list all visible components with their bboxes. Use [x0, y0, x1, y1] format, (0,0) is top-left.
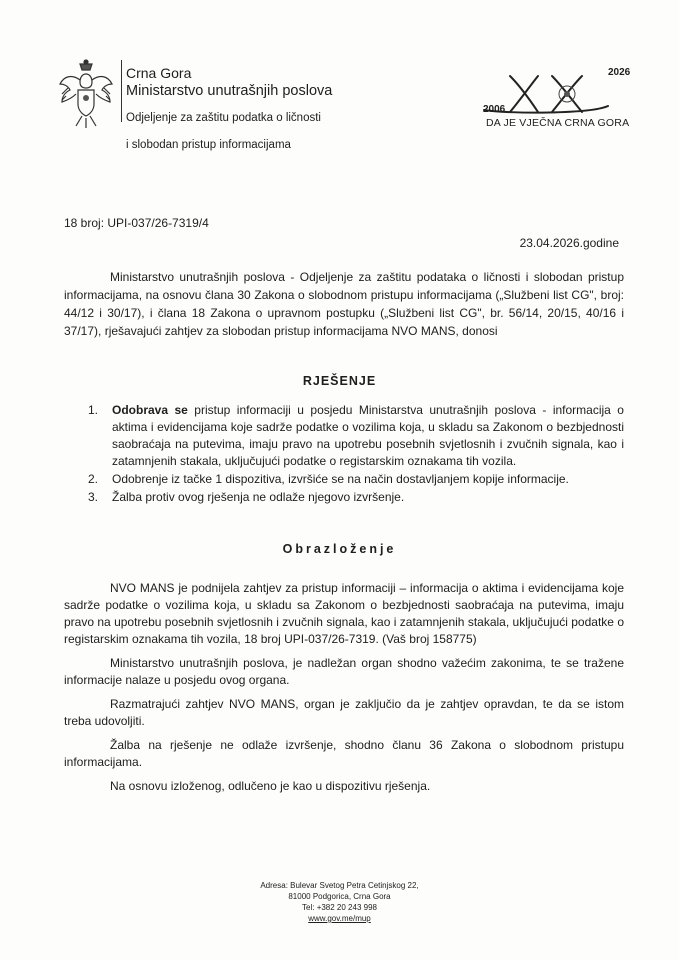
reasoning-title: Obrazloženje — [282, 542, 397, 556]
footer — [0, 880, 679, 924]
reference-number: 18 broj: UPI-037/26-7319/4 — [64, 216, 209, 230]
reasoning-paragraph: NVO MANS je podnijela zahtjev za pristup informaciji – informacija o aktima i evidencijama koje sadrže podatke o vozilima koja, u skladu sa Zakonom o bezbjednosti saobraćaja na putevima, imaju pravo na upotrebu posebnih svjetlosnih i zvučnih signala, kao i zatamnjenih stakala, uključujući podatke o registarskim oznakama tih vozila, 18 broj UPI-037/26-7319. (Vaš broj 158775) — [64, 581, 624, 646]
country-name: Crna Gora — [126, 65, 192, 81]
dispositive-body: Žalba protiv ovog rješenja ne odlaže njegovo izvršenje. — [112, 490, 405, 504]
header-divider — [121, 60, 122, 122]
reasoning-paragraph: Na osnovu izloženog, odlučeno je kao u dispozitivu rješenja. — [110, 779, 431, 793]
dispositive-body: pristup informaciji u posjedu Ministarstva unutrašnjih poslova - informacija o aktima i evidencijama koje sadrže podatke o vozilima koja, u skladu sa Zakonom o bezbjednosti saobraćaja na putevima, imaju pravo na upotrebu posebnih svjetlosnih i zvučnih signala, kao i zatamnjenih stakala, uključujući podatke o registarskim oznakama tih vozila. — [112, 403, 624, 468]
dispositive-number: 2. — [87, 472, 98, 486]
reasoning-paragraph: Razmatrajući zahtjev NVO MANS, organ je zaključio da je zahtjev opravdan, te da se istom treba udovoljiti. — [64, 697, 624, 728]
logo-slogan: DA JE VJEČNA CRNA GORA — [486, 117, 630, 129]
dispositive-list — [64, 402, 624, 507]
reasoning-paragraph: Ministarstvo unutrašnjih poslova, je nadležan organ shodno važećim zakonima, te se tražene informacije nalaze u posjedu ovog organa. — [64, 656, 624, 687]
footer-address: Adresa: Bulevar Svetog Petra Cetinjskog 22, — [260, 881, 419, 890]
dispositive-item — [64, 402, 624, 470]
department-line-2: i slobodan pristup informacijama — [126, 139, 291, 151]
dispositive-bold: Odobrava se — [112, 403, 188, 417]
logo-year-start: 2006 — [483, 104, 506, 115]
dispositive-body: Odobrenje iz tačke 1 dispozitiva, izvršiće se na način dostavljanjem kopije informacije. — [112, 472, 569, 486]
footer-phone: Tel: +382 20 243 998 — [302, 903, 377, 912]
dispositive-number: 1. — [87, 403, 98, 417]
dispositive-text — [112, 402, 624, 470]
ministry-name: Ministarstvo unutrašnjih poslova — [126, 83, 333, 99]
dispositive-item — [64, 471, 624, 488]
intro-paragraph: Ministarstvo unutrašnjih poslova - Odjeljenje za zaštitu podataka o ličnosti i slobodan pristup informacijama, na osnovu člana 30 Zakona o slobodnom pristupu informacijama („Službeni list CG", broj: 44/12 i 30/17), i člana 18 Zakona o upravnom postupku („Službeni list CG", br. 56/14, 20/15, 40/16 i 37/17), rješavajući zahtjev za slobodan pristup informacijama NVO MANS, donosi — [64, 270, 624, 338]
logo-year-end: 2026 — [608, 67, 631, 78]
document-title: RJEŠENJE — [302, 374, 377, 388]
document-date: 23.04.2026.godine — [519, 236, 619, 250]
department-line-1: Odjeljenje za zaštitu podatka o ličnosti — [126, 112, 321, 124]
dispositive-item — [64, 489, 624, 506]
reasoning-section — [64, 580, 624, 802]
institution-block — [126, 64, 332, 100]
dispositive-number: 3. — [87, 490, 98, 504]
reasoning-paragraph: Žalba na rješenje ne odlaže izvršenje, shodno članu 36 Zakona o slobodnom pristupu informacijama. — [64, 738, 624, 769]
footer-city: 81000 Podgorica, Crna Gora — [288, 892, 391, 901]
footer-website-link[interactable]: www.gov.me/mup — [308, 914, 371, 923]
coat-of-arms-icon — [58, 58, 114, 132]
